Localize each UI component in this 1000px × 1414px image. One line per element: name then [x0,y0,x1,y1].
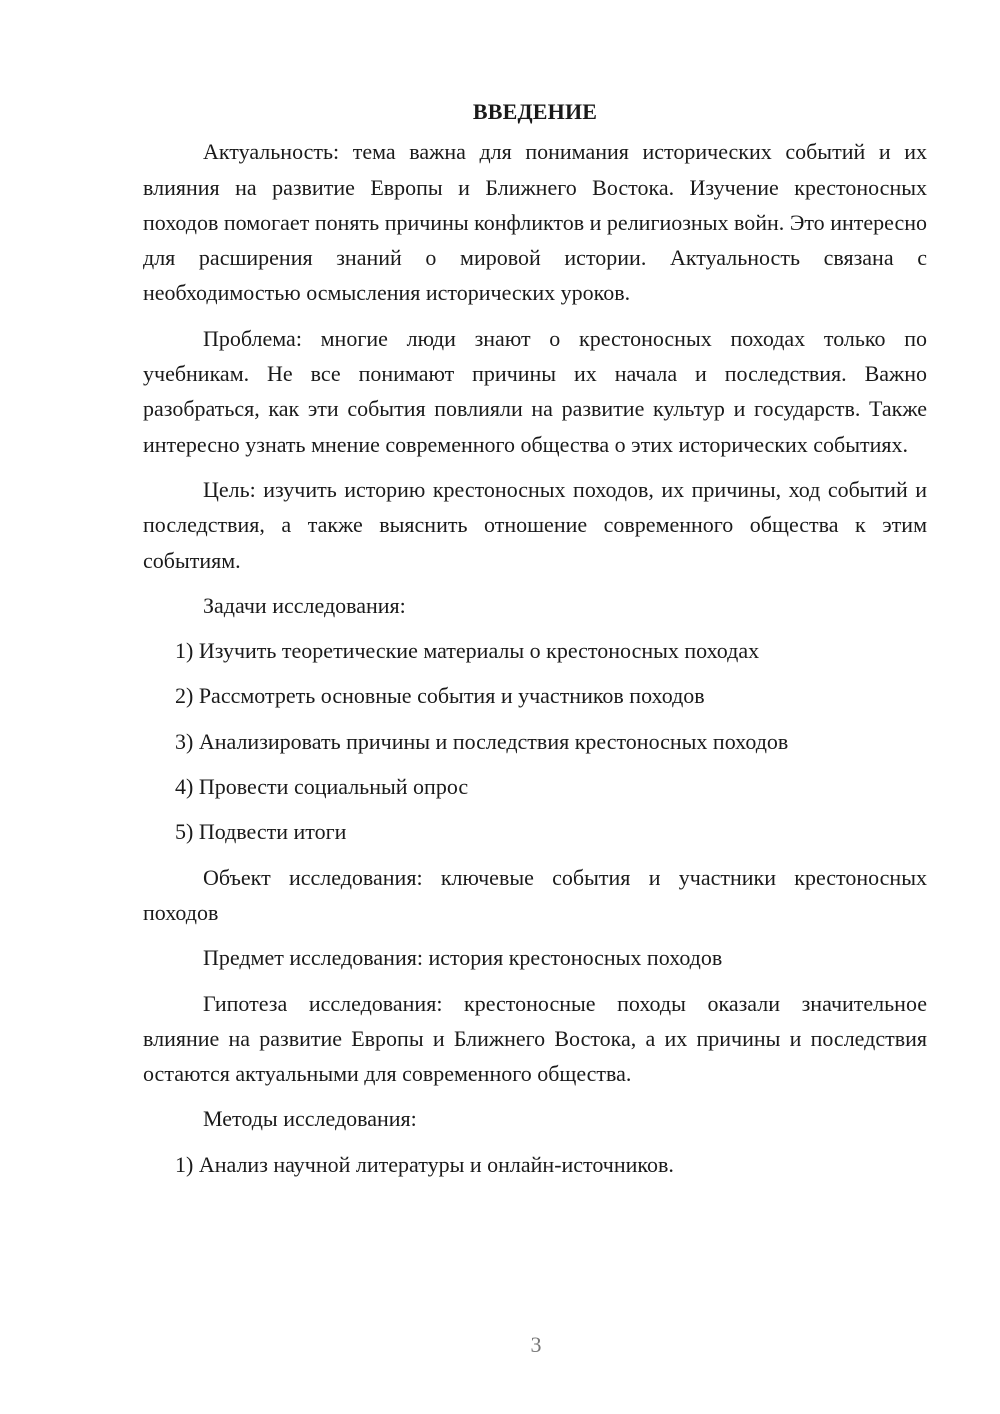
problem-paragraph: Проблема: многие люди знают о крестоносных походах только по учебникам. Не все понимают причины их начала и последствия. Важно разобраться, как эти события повлияли на развитие культур и государств. Также интересно узнать мнение современного общества о этих исторических событиях. [143,325,927,457]
methods-list [143,1147,927,1182]
list-item: 2) Рассмотреть основные события и участников походов [175,683,705,709]
list-item: 4) Провести социальный опрос [175,774,469,800]
section-title: ВВЕДЕНИЕ [472,99,598,124]
methods-heading: Методы исследования: [203,1106,417,1132]
list-item: 3) Анализировать причины и последствия крестоносных походов [175,728,789,754]
goal-paragraph: Цель: изучить историю крестоносных походов, их причины, ход событий и последствия, а также выяснить отношение современного общества к этим событиям. [143,476,927,573]
list-item: 5) Подвести итоги [175,819,347,845]
tasks-heading: Задачи исследования: [203,592,406,618]
object-paragraph: Объект исследования: ключевые события и участники крестоносных походов [143,864,927,925]
list-item: 1) Изучить теоретические материалы о крестоносных походах [175,638,760,664]
hypothesis-paragraph: Гипотеза исследования: крестоносные походы оказали значительное влияние на развитие Европы и Ближнего Востока, а их причины и последствия остаются актуальными для современного общества. [143,990,927,1087]
subject-paragraph: Предмет исследования: история крестоносных походов [203,945,723,971]
page-content [143,94,927,1192]
relevance-paragraph: Актуальность: тема важна для понимания исторических событий и их влияния на развитие Европы и Ближнего Востока. Изучение крестоносных походов помогает понять причины конфликтов и религиозных войн. Это интересно для расширения знаний о мировой истории. Актуальность связана с необходимостью осмысления исторических уроков. [143,139,927,306]
list-item: 1) Анализ научной литературы и онлайн-источников. [175,1151,674,1177]
tasks-list [143,633,927,849]
page-number: 3 [530,1332,542,1357]
